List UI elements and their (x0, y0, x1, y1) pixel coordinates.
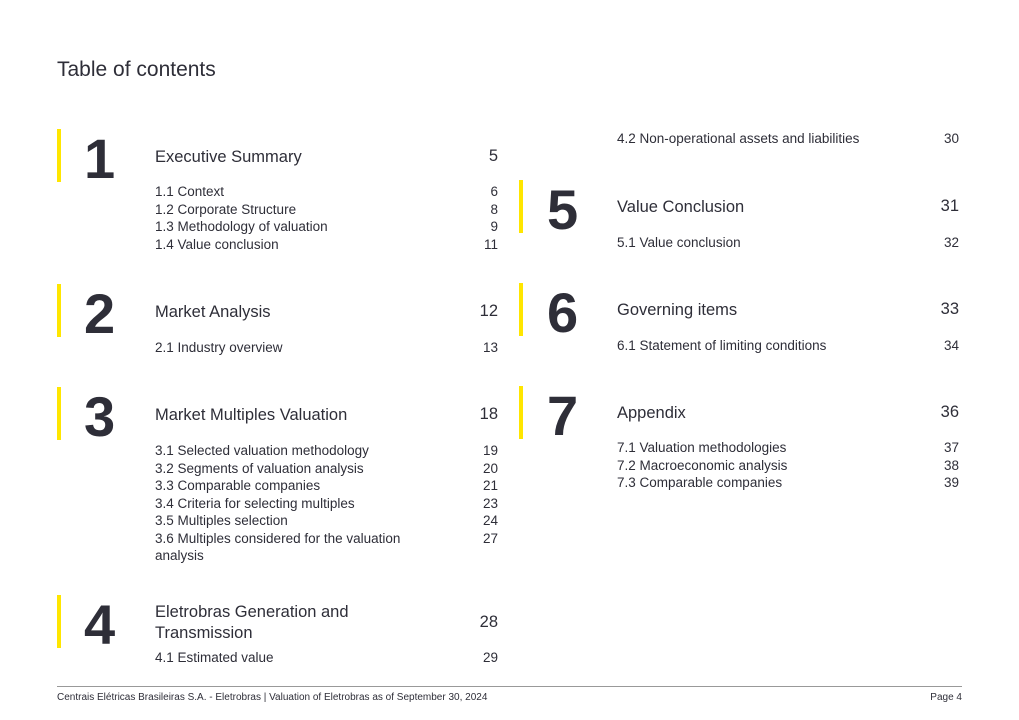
section-page: 33 (940, 300, 959, 318)
accent-bar (57, 595, 61, 648)
section-title[interactable]: Governing items (617, 301, 738, 319)
toc-item[interactable]: 7.1 Valuation methodologies (617, 440, 787, 455)
accent-bar (57, 387, 61, 440)
section-number: 4 (84, 593, 116, 656)
toc-item[interactable]: 4.2 Non-operational assets and liabilities (617, 131, 860, 146)
toc-item[interactable]: 4.1 Estimated value (155, 650, 274, 665)
toc-item-page: 8 (490, 201, 498, 217)
toc-item[interactable]: 3.3 Comparable companies (155, 478, 321, 493)
accent-bar (519, 386, 523, 439)
toc-item[interactable]: 3.5 Multiples selection (155, 513, 288, 528)
section-number: 5 (547, 178, 579, 241)
toc-item-page: 29 (482, 650, 498, 665)
toc-item[interactable]: 6.1 Statement of limiting conditions (617, 338, 827, 353)
footer-page-number: Page 4 (930, 692, 962, 703)
section-number: 1 (84, 127, 116, 190)
toc-item-page: 20 (482, 460, 498, 476)
toc-item-page: 23 (482, 495, 498, 511)
toc-item-page: 6 (490, 184, 498, 199)
toc-item-page: 27 (482, 530, 498, 546)
page-title: Table of contents (57, 58, 216, 81)
section-page: 5 (488, 147, 498, 165)
toc-item[interactable]: 7.2 Macroeconomic analysis (617, 457, 788, 473)
section-page: 31 (940, 197, 959, 215)
toc-item-page: 34 (943, 338, 959, 353)
toc-item-page: 24 (482, 513, 498, 528)
toc-item-page: 9 (490, 219, 498, 234)
section-number: 2 (84, 282, 116, 345)
toc-item-page: 19 (482, 443, 498, 458)
section-title[interactable]: Eletrobras Generation and Transmission (155, 603, 349, 642)
accent-bar (57, 284, 61, 337)
toc-item[interactable]: 3.4 Criteria for selecting multiples (155, 495, 355, 511)
toc-item-page: 30 (943, 131, 959, 146)
accent-bar (519, 180, 523, 233)
section-title[interactable]: Market Multiples Valuation (155, 406, 348, 424)
toc-item[interactable]: 3.6 Multiples considered for the valuation analysis (155, 530, 401, 563)
section-title[interactable]: Market Analysis (155, 303, 271, 321)
section-title[interactable]: Executive Summary (155, 148, 302, 166)
section-page: 36 (940, 403, 959, 421)
section-page: 28 (479, 613, 498, 631)
toc-item-page: 21 (482, 478, 498, 493)
toc-item[interactable]: 1.4 Value conclusion (155, 236, 279, 252)
toc-item[interactable]: 1.3 Methodology of valuation (155, 219, 328, 234)
toc-item[interactable]: 5.1 Value conclusion (617, 235, 741, 250)
toc-item-page: 38 (943, 457, 959, 473)
footer-text: Centrais Elétricas Brasileiras S.A. - Eletrobras | Valuation of Eletrobras as of September 30, 2024 (57, 692, 488, 703)
section-number: 3 (84, 385, 116, 448)
section-number: 6 (547, 281, 579, 344)
section-title[interactable]: Value Conclusion (617, 198, 745, 216)
toc-item[interactable]: 1.2 Corporate Structure (155, 201, 297, 217)
toc-item-page: 13 (482, 340, 498, 355)
accent-bar (57, 129, 61, 182)
section-title[interactable]: Appendix (617, 404, 686, 422)
toc-item-page: 37 (943, 440, 959, 455)
footer-divider (57, 686, 962, 687)
accent-bar (519, 283, 523, 336)
section-page: 18 (479, 405, 498, 423)
toc-item-page: 32 (943, 235, 959, 250)
toc-item[interactable]: 7.3 Comparable companies (617, 475, 783, 490)
toc-item-page: 11 (483, 236, 498, 252)
toc-item[interactable]: 3.1 Selected valuation methodology (155, 443, 369, 458)
section-number: 7 (547, 384, 579, 447)
toc-item-page: 39 (943, 475, 959, 490)
toc-item[interactable]: 1.1 Context (155, 184, 225, 199)
toc-item[interactable]: 2.1 Industry overview (155, 340, 283, 355)
section-page: 12 (479, 302, 498, 320)
toc-item[interactable]: 3.2 Segments of valuation analysis (155, 460, 364, 476)
